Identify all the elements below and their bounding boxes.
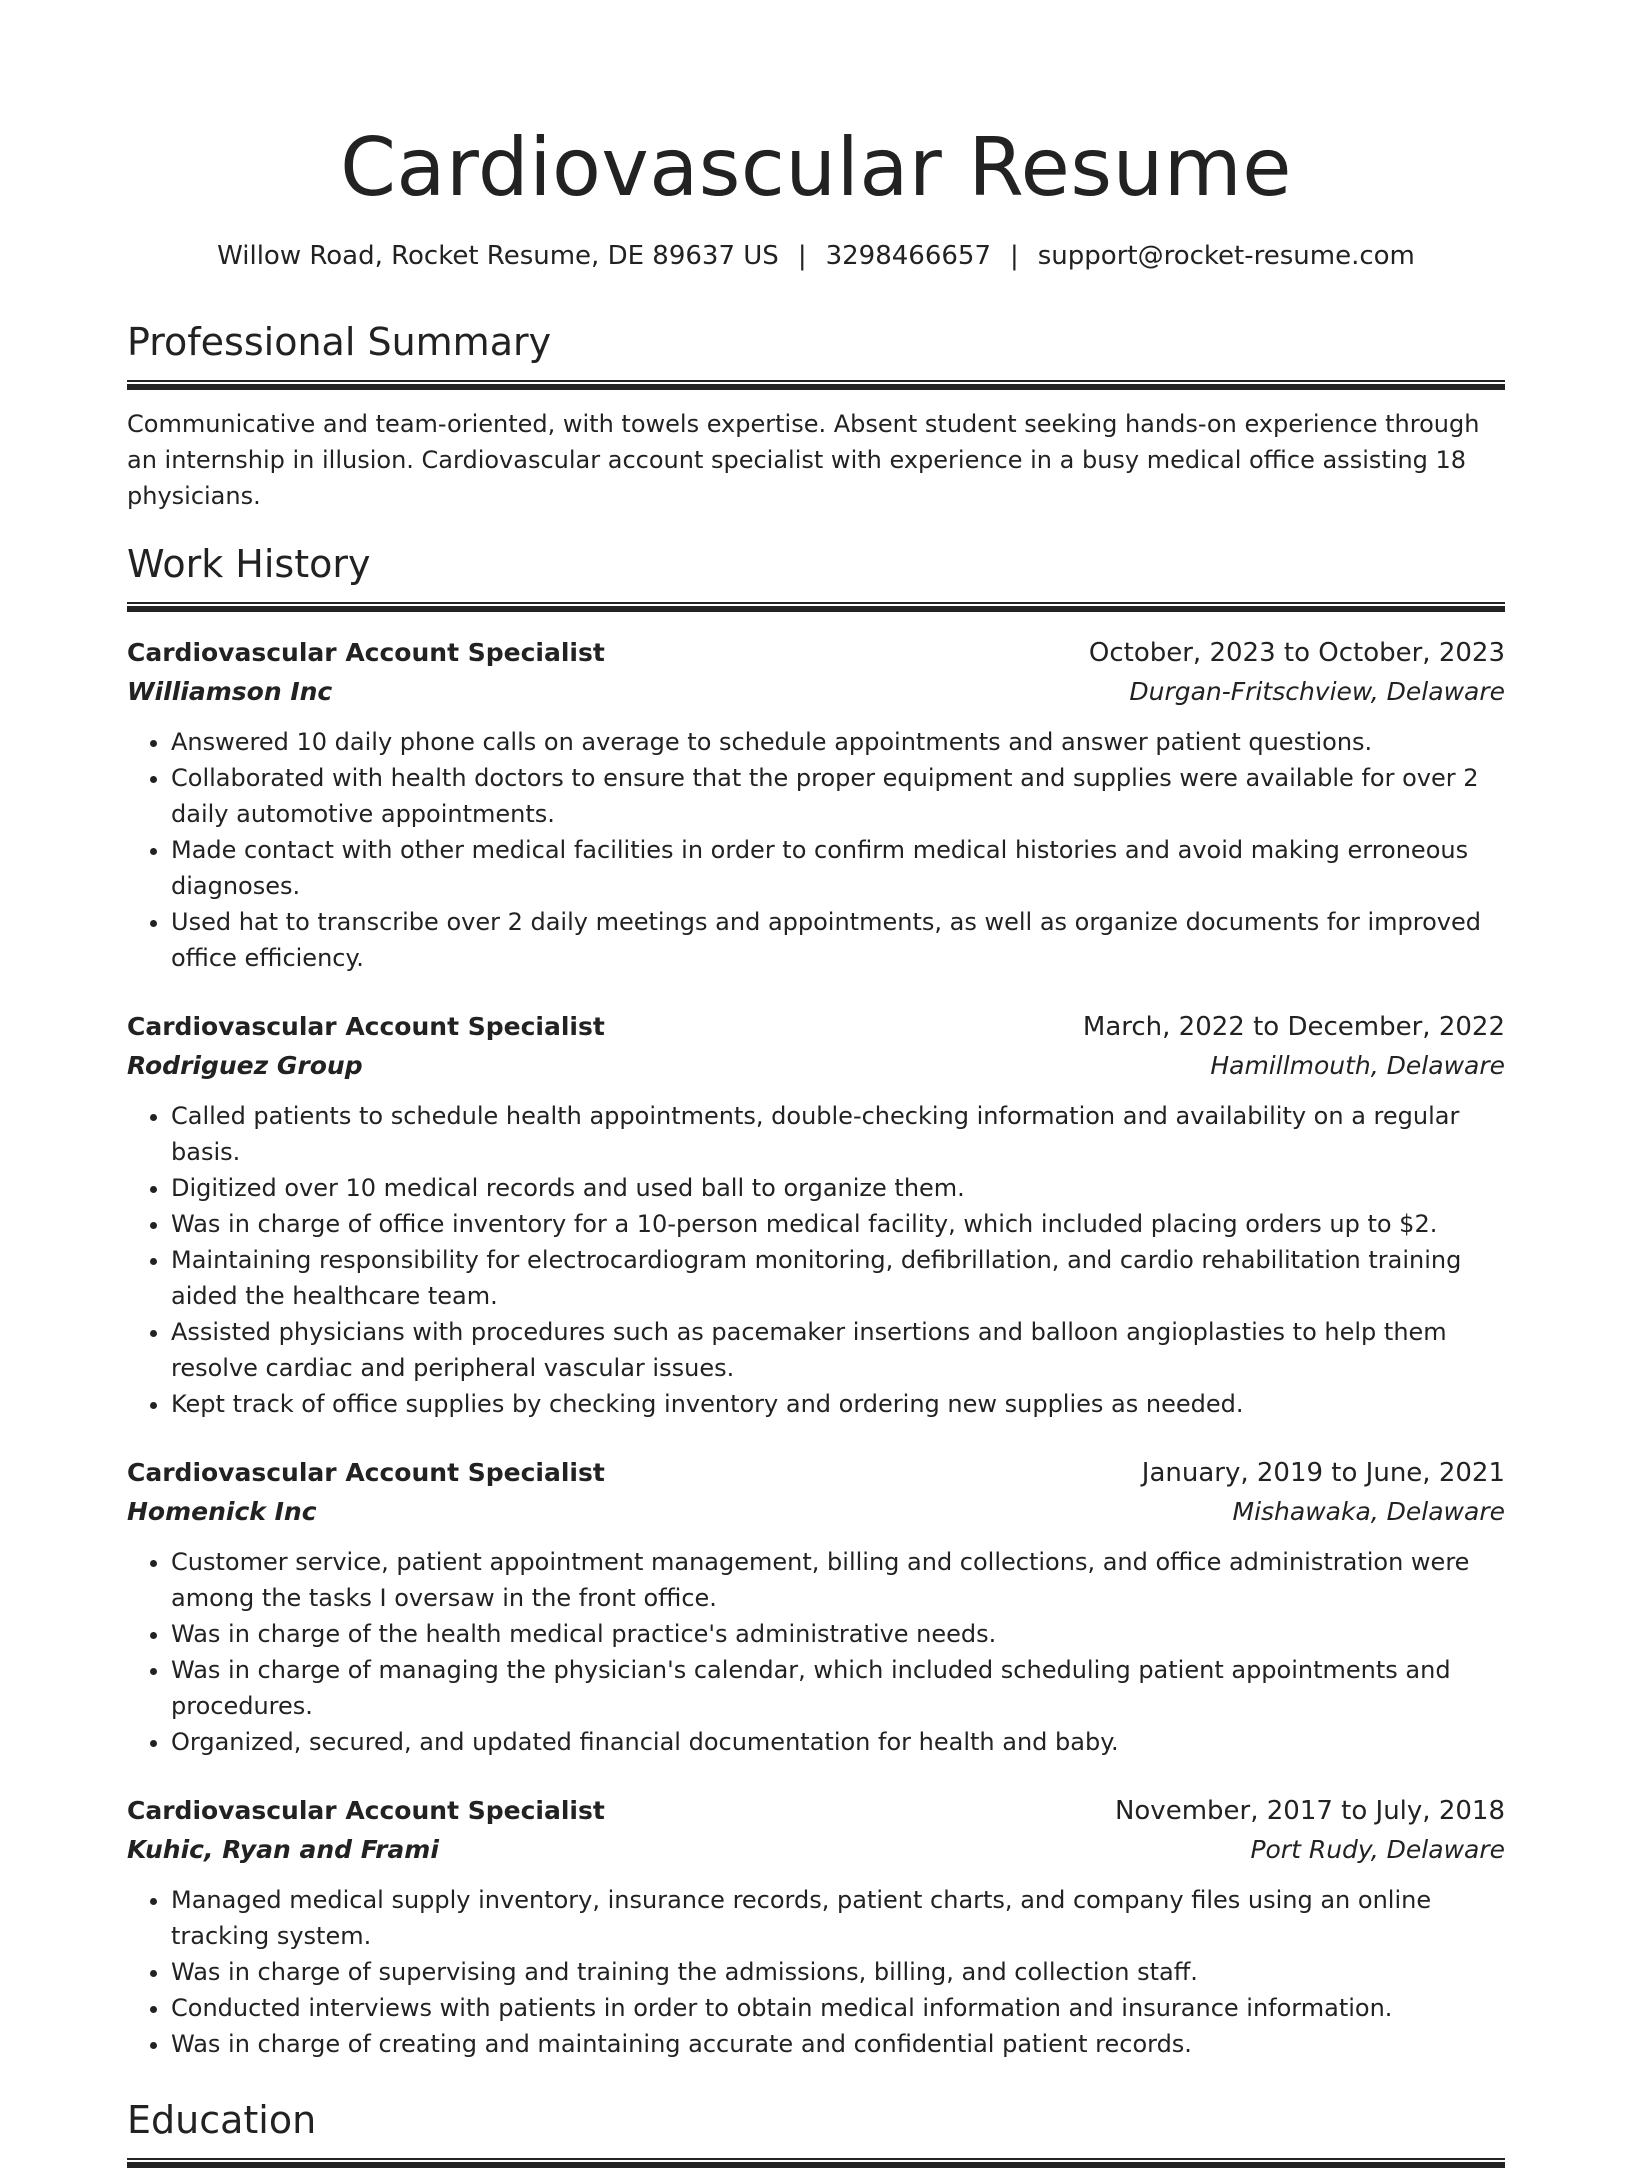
- job-entry: [127, 1454, 1505, 1760]
- job-entry: [127, 1008, 1505, 1422]
- job-title: Cardiovascular Account Specialist: [127, 638, 605, 667]
- job-company: Homenick Inc: [127, 1497, 317, 1526]
- job-location: Durgan-Fritschview, Delaware: [1129, 677, 1505, 706]
- job-bullet-list: [127, 1882, 1505, 2062]
- job-dates: March, 2022 to December, 2022: [1082, 1012, 1505, 1042]
- job-bullet: • Kept track of office supplies by checking inventory and ordering new supplies as needed.: [171, 1386, 1505, 1422]
- contact-phone: 3298466657: [825, 241, 991, 271]
- contact-address: Willow Road, Rocket Resume, DE 89637 US: [217, 241, 779, 271]
- job-company-row: [127, 672, 1505, 712]
- job-dates: November, 2017 to July, 2018: [1114, 1796, 1505, 1826]
- job-bullet: • Organized, secured, and updated financial documentation for health and baby.: [171, 1724, 1505, 1760]
- job-company: Williamson Inc: [127, 677, 333, 706]
- job-location: Port Rudy, Delaware: [1250, 1835, 1505, 1864]
- job-bullet: • Digitized over 10 medical records and used ball to organize them.: [171, 1170, 1505, 1206]
- job-company-row: [127, 1492, 1505, 1532]
- job-bullet: • Called patients to schedule health appointments, double-checking information and availability on a regular basis.: [171, 1098, 1505, 1170]
- job-bullet: • Was in charge of office inventory for a 10-person medical facility, which included placing orders up to $2.: [171, 1206, 1505, 1242]
- job-company: Kuhic, Ryan and Frami: [127, 1835, 439, 1864]
- section-divider: [127, 602, 1505, 612]
- job-location: Mishawaka, Delaware: [1232, 1497, 1505, 1526]
- contact-separator: |: [1010, 241, 1019, 271]
- job-title: Cardiovascular Account Specialist: [127, 1012, 605, 1041]
- job-location: Hamillmouth, Delaware: [1210, 1051, 1505, 1080]
- job-bullet: • Conducted interviews with patients in order to obtain medical information and insurance information.: [171, 1990, 1505, 2026]
- job-entry: [127, 634, 1505, 976]
- job-bullet: • Made contact with other medical facilities in order to confirm medical histories and avoid making erroneous diagnoses.: [171, 832, 1505, 904]
- contact-line: [127, 238, 1505, 274]
- section-heading-summary: Professional Summary: [127, 320, 552, 364]
- job-company-row: [127, 1830, 1505, 1870]
- job-dates: October, 2023 to October, 2023: [1088, 638, 1505, 668]
- section-divider: [127, 380, 1505, 390]
- job-bullet: • Was in charge of supervising and training the admissions, billing, and collection staff.: [171, 1954, 1505, 1990]
- section-heading-education: Education: [127, 2098, 317, 2142]
- job-bullet-list: [127, 724, 1505, 976]
- job-bullet-list: [127, 1544, 1505, 1760]
- job-dates: January, 2019 to June, 2021: [1141, 1458, 1505, 1488]
- job-company-row: [127, 1046, 1505, 1086]
- section-heading-work-history: Work History: [127, 542, 371, 586]
- work-history-list: [127, 634, 1505, 2062]
- job-header-row: [127, 1792, 1505, 1830]
- job-title: Cardiovascular Account Specialist: [127, 1458, 605, 1487]
- job-header-row: [127, 634, 1505, 672]
- job-bullet: • Was in charge of creating and maintaining accurate and confidential patient records.: [171, 2026, 1505, 2062]
- job-bullet: • Managed medical supply inventory, insurance records, patient charts, and company files using an online tracking system.: [171, 1882, 1505, 1954]
- contact-email: support@rocket-resume.com: [1037, 241, 1415, 271]
- job-bullet: • Was in charge of the health medical practice's administrative needs.: [171, 1616, 1505, 1652]
- job-bullet: • Maintaining responsibility for electrocardiogram monitoring, defibrillation, and cardio rehabilitation training aided the healthcare team.: [171, 1242, 1505, 1314]
- job-bullet: • Customer service, patient appointment management, billing and collections, and office administration were among the tasks I oversaw in the front office.: [171, 1544, 1505, 1616]
- job-company: Rodriguez Group: [127, 1051, 363, 1080]
- job-bullet: • Assisted physicians with procedures such as pacemaker insertions and balloon angioplasties to help them resolve cardiac and peripheral vascular issues.: [171, 1314, 1505, 1386]
- job-bullet: • Answered 10 daily phone calls on average to schedule appointments and answer patient questions.: [171, 724, 1505, 760]
- summary-text: Communicative and team-oriented, with towels expertise. Absent student seeking hands-on experience through an internship in illusion. Cardiovascular account specialist with experience in a busy medical office assisting 18 physicians.: [127, 410, 1480, 510]
- contact-separator: |: [797, 241, 807, 271]
- job-bullet: • Was in charge of managing the physician's calendar, which included scheduling patient appointments and procedures.: [171, 1652, 1505, 1724]
- job-header-row: [127, 1454, 1505, 1492]
- job-entry: [127, 1792, 1505, 2062]
- job-bullet-list: [127, 1098, 1505, 1422]
- job-title: Cardiovascular Account Specialist: [127, 1796, 605, 1825]
- job-bullet: • Used hat to transcribe over 2 daily meetings and appointments, as well as organize documents for improved office efficiency.: [171, 904, 1505, 976]
- page-title: Cardiovascular Resume: [340, 121, 1292, 214]
- section-divider: [127, 2158, 1505, 2168]
- job-header-row: [127, 1008, 1505, 1046]
- job-bullet: • Collaborated with health doctors to ensure that the proper equipment and supplies were available for over 2 daily automotive appointments.: [171, 760, 1505, 832]
